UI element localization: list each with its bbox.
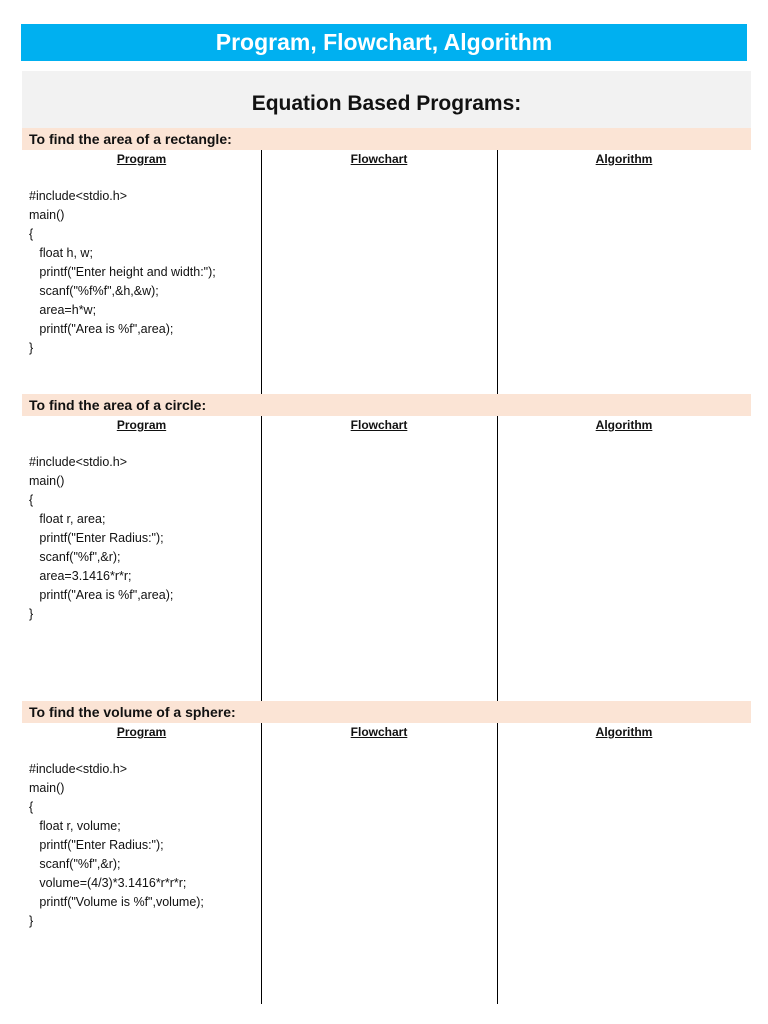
- column-divider: [497, 150, 498, 394]
- column-divider: [261, 150, 262, 394]
- document-title-banner: Program, Flowchart, Algorithm: [21, 24, 747, 61]
- column-header-algorithm: Algorithm: [595, 152, 653, 166]
- program-code: #include<stdio.h> main() { float h, w; printf("Enter height and width:"); scanf("%f%f",&h,&w); area=h*w; printf("Area is %f",area); }: [29, 189, 216, 355]
- column-divider: [497, 723, 498, 1004]
- column-header-program: Program: [116, 725, 167, 739]
- program-code: #include<stdio.h> main() { float r, area; printf("Enter Radius:"); scanf("%f",&r); area=3.1416*r*r; printf("Area is %f",area); }: [29, 455, 174, 621]
- column-divider: [261, 416, 262, 701]
- column-header-flowchart: Flowchart: [350, 725, 408, 739]
- program-section-rectangle: [22, 128, 751, 394]
- column-header-algorithm: Algorithm: [595, 418, 653, 432]
- column-header-algorithm: Algorithm: [595, 725, 653, 739]
- column-divider: [497, 416, 498, 701]
- column-header-program: Program: [116, 152, 167, 166]
- column-header-program: Program: [116, 418, 167, 432]
- program-code: #include<stdio.h> main() { float r, volume; printf("Enter Radius:"); scanf("%f",&r); volume=(4/3)*3.1416*r*r*r; printf("Volume is %f",volume); }: [29, 762, 204, 928]
- column-header-flowchart: Flowchart: [350, 418, 408, 432]
- section-title: To find the area of a circle:: [22, 394, 751, 416]
- section-title: To find the area of a rectangle:: [22, 128, 751, 150]
- column-header-flowchart: Flowchart: [350, 152, 408, 166]
- section-heading: Equation Based Programs:: [22, 71, 751, 128]
- program-section-sphere: [22, 701, 751, 1004]
- section-title: To find the volume of a sphere:: [22, 701, 751, 723]
- column-divider: [261, 723, 262, 1004]
- program-section-circle: [22, 394, 751, 701]
